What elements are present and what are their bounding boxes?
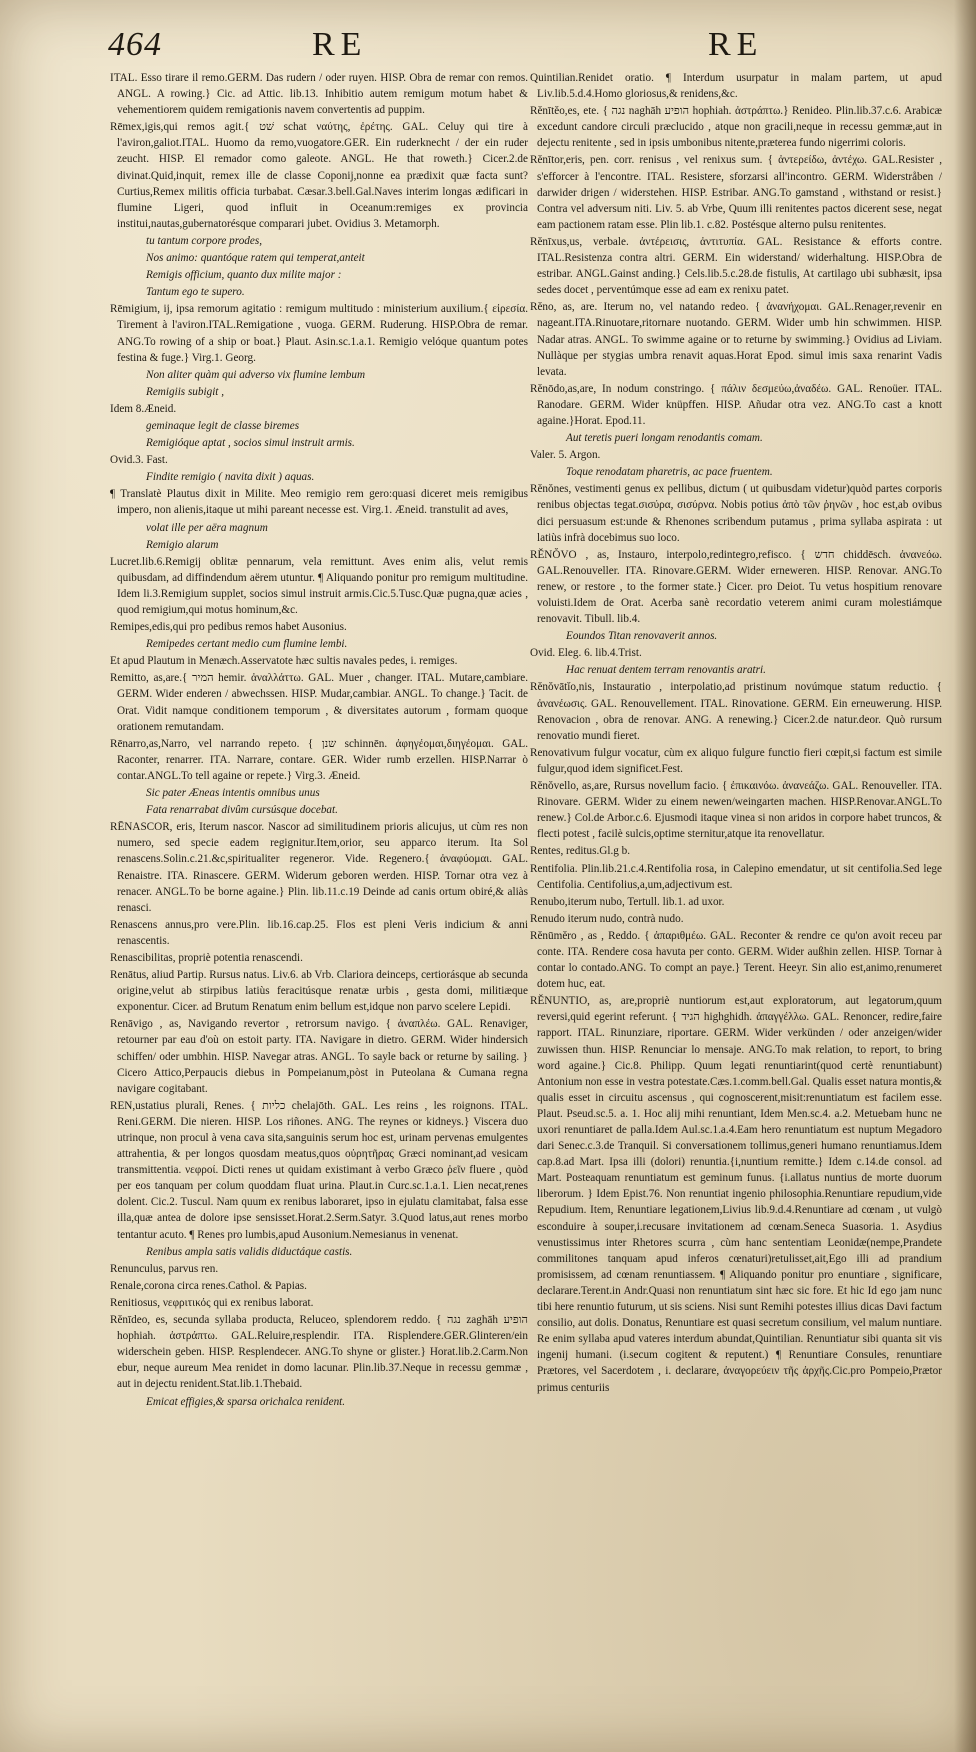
dictionary-entry: Renunculus, parvus ren. <box>110 1262 219 1275</box>
dictionary-entry: Remitto, as,are.{ המיר hemir. ἀναλλάττω. GAL. Muer , changer. ITAL. Mutare,cambiare. GERM. Wider enderen / abwechssen. HISP. Mudar,cambiar. ANGL. To change.} Tacit. de Orat. Vidit namque conditionem temporum , & diversitates autorum , formam quoque orationem remutandam. <box>110 672 528 733</box>
dictionary-entry: Renātus, aliud Partip. Rursus natus. Liv.6. ab Vrb. Clariora deinceps, certiorásque ab secunda origine,velut ab stirpibus latiùs feracitúsque renatæ urbis , gesta domi, militiæque exponentur. Cicer. ad Brutum Renatum enim bellum est,idque non parvo scelere Lepidi. <box>110 969 528 1014</box>
dictionary-entry: Renubo,iterum nubo, Tertull. lib.1. ad uxor. <box>530 895 725 908</box>
dictionary-entry: Rĕnōdo,as,are, In nodum constringo. { πάλιν δεσμεύω,ἀναδέω. GAL. Renoüer. ITAL. Ranodare. GERM. Wider knüpffen. HISP. Añudar otra vez. ANG.To cast a knott againe.}Horat. Epod.11. <box>530 382 942 427</box>
verse-quotation: Eoundos Titan renovaverit annos. <box>566 630 718 643</box>
dictionary-entry: Renāvigo , as, Navigando revertor , retrorsum navigo. { ἀναπλέω. GAL. Renaviger, retourner par eau d'où on estoit party. ITA. Navigare in dietro. GERM. Wider hindersich schiffen/ oder umbhin. HISP. Navegar atras. ANGL. To sayle back or returne by sailing. } Cicero Attico,Perpaucis diebus in Pompeianum,pòst in Puteolana & Cumana regna navigare cogitabant. <box>110 1018 528 1095</box>
dictionary-entry: Lucret.lib.6.Remigij oblitæ pennarum, vela remittunt. Aves enim alis, velut remis quibusdam, ad diffindendum aërem utuntur. ¶ Aliquando ponitur pro remigum multitudine. Idem li.3.Remigium supplet, socios simul instruit armis.Cic.5.Tusc.Quæ pugna,quæ acies , quod remigium,qui motus hominum,&c. <box>110 555 528 616</box>
dictionary-entry: Rĕnīxus,us, verbale. ἀντέρεισις, ἀντιτυπία. GAL. Resistance & efforts contre. ITAL.Resistenza contra altri. GERM. Ein widerstand/ widerhaltung. HISP.Obra de estribar. ANGL.Gainst anding.} Cels.lib.5.c.28.de fistulis, At cartilago ubi subhæsit, ipsa sedes docet , perventúmque esse ad eam ex renixu patet. <box>530 235 942 297</box>
dictionary-entry: Renascibilitas, propriè potentia renascendi. <box>110 951 303 964</box>
dictionary-entry: Rĕnītor,eris, pen. corr. renisus , vel renixus sum. { ἀντερείδω, ἀντέχω. GAL.Resister , s'efforcer à l'encontre. ITAL. Resistere, sforzarsi all'incontro. GERM. Widerstråben / darwider drigen / widerstehen. HISP. Estribar. ANG.To gamstand , withstand or resist.} Contra vel adversum niti. Liv. 5. ab Vrbe, Quum illi renitentes pactos dicerent sese, negat eam pactionem ratam esse. Plin lib.1. c.82. Postésque alterno pulsu renitentes. <box>530 154 942 231</box>
dictionary-entry: Renitiosus, νεφριτικός qui ex renibus laborat. <box>110 1296 314 1309</box>
dictionary-entry: Renale,corona circa renes.Cathol. & Papias. <box>110 1279 307 1292</box>
dictionary-entry: ¶ Translatè Plautus dixit in Milite. Meo remigio rem gero:quasi diceret meis remigibus impero, non alienis,itaque ut mihi pareant necesse est. Virg.1. Æneid. transtulit ad aves, <box>110 488 528 517</box>
dictionary-entry: Valer. 5. Argon. <box>530 449 601 462</box>
verse-quotation: volat ille per aëra magnum <box>146 521 268 534</box>
dictionary-entry: Remipes,edis,qui pro pedibus remos habet Ausonius. <box>110 621 347 634</box>
dictionary-entry: Rĕnŏvello, as,are, Rursus novellum facio. { ἐπικαινόω. ἀνανεάζω. GAL. Renouveller. ITA. Rinovare. GERM. Wider zu einem newen/weingarten machen. HISP.Renovar.ANGL.To renew.} Col.de Arbor.c.6. Ejusmodi itaque vinea si non aridos in corpore habet truncos, & flecti potest , facilè sulcis,optime sternitur,atque ita renovellatur. <box>530 780 942 841</box>
dictionary-entry: Rēmex,igis,qui remos agit.{ שׁט schat ναύτης, ἐρέτης. GAL. Celuy qui tire à l'aviron,galiot.ITAL. Huomo da remo,vuogatore.GER. Ein ruderknecht / der ein ruder zeucht. HISP. El remador como galeote. ANGL. He that roweth.} Cicer.2.de divinat.Quid,inquit, remex ille de classe Coponij,nonne ea prædixit quæ facta sunt? Curtius,Remex militis officia turbabat. Cæsar.3.bell.Gal.Naves interim longas ædificari in flumine Ligeri, quod influit in Oceanum:remiges ex provincia institui,nautas,gubernatorésque comparari jubet. Ovidius 3. Metamorph. <box>110 121 528 230</box>
dictionary-entry: Rĕnīdeo, es, secunda syllaba producta, Reluceo, splendorem reddo. { נגה zaghāh הופיע hophiah. ἀστράπτω. GAL.Reluire,resplendir. ITA. Risplendere.GER.Glinteren/ein widerschein geben. HISP. Resplendecer. ANG.To shyne or glister.} Horat.lib.2.Carm.Non ebur, neque aureum Mea renidet in domo lacunar. Plin.lib.37.Neque in recessu gemmæ , aut in dejectu renident.Stat.lib.1.Thebaid. <box>110 1314 528 1391</box>
dictionary-entry: REN,ustatius plurali, Renes. { כליות chelajōth. GAL. Les reins , les roignons. ITAL. Reni.GERM. Die nieren. HISP. Los riñones. ANG. The reynes or kidneys.} Viscera duo utrinque, non procul à vena cava sita,sanguinis serum hoc est, urinam pervenas emulgentes attrahentia, & per longos quosdam meatus,quos οὐρητῆρας Græci nominant,ad vesicam transmittentia. νεφροί. Dicti renes ut quidam existimant à verbo Græco ῥεῖν fluere , quòd per eos tanquam per colum quoddam fluat urina. Plaut.in Curc.sc.1.a.1. Lien necat,renes dolent. Cic.2. Tuscul. Nam quum ex renibus laboraret, ipso in ejulatu clamitabat, falsa esse illa,quæ antea de dolore ipse sensisset.Horat.2.Serm.Satyr. 3.Quod latus,aut renes morbo tentantur acuto. ¶ Renes pro lumbis,apud Ausonium.Nemesianus in venenat. <box>110 1099 528 1241</box>
verse-quotation: Remigióque aptat , socios simul instruit armis. <box>146 437 355 450</box>
running-header-right: RE <box>708 26 764 63</box>
dictionary-entry: Renovativum fulgur vocatur, cùm ex aliquo fulgure functio fieri cœpit,si factum est simile fulgur,quod idem significet.Fest. <box>530 746 942 775</box>
verse-quotation: geminaque legit de classe biremes <box>146 419 300 432</box>
verse-quotation: Tantum ego te supero. <box>146 286 245 299</box>
verse-quotation: Remigiis subigit , <box>146 385 225 398</box>
verse-quotation: Findite remigio ( navita dixit ) aquas. <box>146 471 315 484</box>
dictionary-entry: ITAL. Esso tirare il remo.GERM. Das rudern / oder ruyen. HISP. Obra de remar con remos. ANGL. A rowing.} Cic. ad Attic. lib.13. Inhibitio autem remigum motum habet & vehementiorem quidem remigationis navem convertentis ad puppim. <box>110 72 528 117</box>
dictionary-entry: Renascens annus,pro vere.Plin. lib.16.cap.25. Flos est pleni Veris indicium & anni renascentis. <box>110 918 528 947</box>
dictionary-entry: Rĕno, as, are. Iterum no, vel natando redeo. { ἀνανήχομαι. GAL.Renager,revenir en nageant.ITA.Rinuotare,ritornare nuotando. GERM. Wider umb hin schwimmen. HISP. Nadar atras. ANGL. To swimme againe or to returne by swimming.} Ovidius ad Liviam. Nullàque per stygias umbra renavit aquas.Horat Epod. simul imis saxa renarint Vadis levata. <box>530 301 942 378</box>
dictionary-entry: Rĕnītĕo,es, ete. { נגה naghāh הופיע hophiah. ἀστράπτω.} Renideo. Plin.lib.37.c.6. Arabicæ excedunt candore circuli præclucido , atque non gracili,neque in recessu gemmæ,aut in dejectu renitente , sed in ipsis umbonibus nitente,præterea fundo nigerrimi coloris. <box>530 105 942 150</box>
dictionary-entry: Rĕnŏvātĭo,nis, Instauratio , interpolatio,ad pristinum novúmque statum reductio. { ἀνανέωσις. GAL. Renouvellement. ITAL. Rinovatione. GERM. Ein erneuwerung. HISP. Renovacion , obra de renovar. ANG. A renewing.} Cicer.2.de natur.deor. Quò rursum renovatio mundi fieret. <box>530 681 942 742</box>
dictionary-entry: Rĕnŏnes, vestimenti genus ex pellibus, dictum ( ut quibusdam videtur)quòd partes corporis renibus objectas tegat.σισύρα, σισύρνα. Nobis potius ἀπὸ τῶν ῥηνῶν , hoc est,ab ovibus dici persuasum est:unde & Rhenones scribendum putamus , prima syllaba aspirata : ut latiùs infrà docebimus suo loco. <box>530 483 942 544</box>
verse-quotation: Aut teretis pueri longam renodantis comam. <box>566 432 763 445</box>
verse-quotation: Hac renuat dentem terram renovantis aratri. <box>566 664 766 677</box>
verse-quotation: Remigis officium, quanto dux milite major : <box>146 269 342 282</box>
verse-quotation: Renibus ampla satis validis diductáque castis. <box>146 1245 353 1258</box>
dictionary-entry: RĔNUNTIO, as, are,propriè nuntiorum est,aut exploratorum, aut legatorum,quum reversi,quid egerint referunt. { הגיד highghidh. ἀπαγγέλλω. GAL. Renoncer, redire,faire rapport. ITAL. Rinunziare, riportare. GERM. Wider verkünden / oder anzeigen/wider zuwissen thun. HISP. Renunciar lo mensaje. ANG.To mak relation, to report, to bring word againe.} Cic.8. Philipp. Quum legati renuntiarint(quod certè renuntiabunt) Antonium non esse in vestra potestate.Cæs.1.comm.bell.Gal. Qualis esset natura montis,& qualis esset in circuitu ascensus , qui cognoscerent,misit:renuntiatum est facilem esse. Plaut. Pseud.sc.5. a. 1. Hoc alij mihi renuntiant, Idem Men.sc.4. a.2. Metuebam hunc ne uxori renuntiaret de palla.Idem Aul.sc.1.a.4.Eam hero renuntiatum est nuptum Megadoro dari Senec.c.3.de Tranquil. Si conversationem tollimus,generi humano renuntiamus.Idem cap.8.ad Mart. Ipsa illi (dolori) renuntia.{i,nuntium remitte.} Idem c.14.de consol. ad Mart. Posteaquam renuntiatum est geminum funus. {i.allatus nuntius de morte duorum liberorum. } Idem Epist.76. Non renuntiat ingenio philosophia.Renuntiare repudium,vide Repudium. Item, Renuntiare legationem,Livius lib.9.d.4.Renuntiare ad cœnam , ut vulgò esconduire à souper,i.recusare invitationem ad cœnam.Seneca Suasoria. 1. Asydius venustissimus inter Rhetores scurra , cùm hanc sententiam Leonidæ(nempe,Prandete commilitones tanquam apud inferos cœnaturi)retulisset,ait,Ego illi ad prandium promisissem, ad cœnam renuntiassem. ¶ Aliquando ponitur pro enuntiare , significare, declarare.Terent.in Andr.Quasi non renuntiatum sint hæc sic fore. Et hic Id ego jam nunc tibi here renuntio futurum, ut sis sciens. Nisi sunt Remihi potestes illius dicas Davi factum consilio, aut dolis. Donatus, Renuntiare est quasi secretum consilium, vel malum nuntiare. Re enim syllaba apud vateres interdum abundat,Quintilian. Renuntiatur sibi quanta sit vis ingenij humani. (i.secum cogitent & reputent.) ¶ Renuntiare Consules, renuntiare Prætores, vel Sacerdotem , i. declarare, ἀναγορεύειν τῆς ἀρχῆς.Cic.pro Pompeio,Prætor primus centuriis <box>530 995 942 1394</box>
dictionary-entry: Ovid.3. Fast. <box>110 454 168 467</box>
verse-quotation: Sic pater Æneas intentis omnibus unus <box>146 787 320 800</box>
verse-quotation: Toque renodatam pharetris, ac pace fruentem. <box>566 466 773 479</box>
verse-quotation: Non aliter quàm qui adverso vix flumine lembum <box>146 368 366 381</box>
running-header-left: RE <box>312 26 368 63</box>
dictionary-entry: Quintilian.Renidet oratio. ¶ Interdum usurpatur in malam partem, ut apud Liv.lib.5.d.4.Homo gloriosus,& renidens,&c. <box>530 72 942 101</box>
page-number: 464 <box>108 26 162 63</box>
dictionary-entry: Rentes, reditus.Gl.g b. <box>530 845 631 858</box>
left-column <box>110 70 528 1411</box>
verse-quotation: Remigio alarum <box>146 538 219 551</box>
dictionary-entry: Idem 8.Æneid. <box>110 402 177 415</box>
verse-quotation: Nos animo: quantóque ratem qui temperat,anteit <box>146 252 365 265</box>
verse-quotation: Fata renarrabat divûm cursúsque docebat. <box>146 804 338 817</box>
page-spine-shadow <box>954 0 976 1752</box>
dictionary-entry: RĒNASCOR, eris, Iterum nascor. Nascor ad similitudinem prioris alicujus, ut cùm res non numero, sed specie eadem regignitur.Item,orior, seu apparco iterum. Ita Sol renascens.Solin.c.21.&c,spiritualiter regeneror. Vide. Regenero.{ ἀναφύομαι. GAL. Renaistre. ITA. Rinascere. GERM. Widerum geboren werden. HISP. Tornar otra vez à renacer. ANGL.To be borne againe.} Plin. lib.11.c.19 Deinde ad canis ortum obiré,& aliàs renasci. <box>110 821 528 914</box>
dictionary-entry: Ovid. Eleg. 6. lib.4.Trist. <box>530 647 642 660</box>
dictionary-entry: Rēmigium, ij, ipsa remorum agitatio : remigum multitudo : ministerium auxilium.{ εἰρεσία. Tirement à l'aviron.ITAL.Remigatione , vuoga. GERM. Ruderung. HISP.Obra de remar. ANG.To rowing of a ship or boat.} Plaut. Asin.sc.1.a.1. Remigio velóque quantum potes festina & fuge.} Virg.1. Georg. <box>110 303 528 364</box>
right-column <box>530 70 942 1397</box>
verse-quotation: tu tantum corpore prodes, <box>146 234 263 247</box>
dictionary-entry: Rēnarro,as,Narro, vel narrando repeto. { שנן schinnēn. ἀφηγέομαι,διηγέομαι. GAL. Raconter, renarrer. ITA. Narrare, contare. GER. Wider rumb erzellen. HISP.Narrar ò contar.ANGL.To tell againe or repete.} Virg.3. Æneid. <box>110 737 528 782</box>
dictionary-entry: Rentifolia. Plin.lib.21.c.4.Rentifolia rosa, in Calepino emendatur, ut sit centifolia.Sed lege Centifolia. Centifolius,a,um,adjectivum est. <box>530 862 942 891</box>
dictionary-entry: Et apud Plautum in Menæch.Asservatote hæc sultis navales pedes, i. remiges. <box>110 655 458 668</box>
verse-quotation: Remipedes certant medio cum flumine lembi. <box>146 638 348 651</box>
dictionary-entry: RĔNŎVO , as, Instauro, interpolo,redintegro,refisco. { חדש chiddēsch. ἀνανεόω. GAL.Renouveller. ITA. Rinovare.GERM. Wider erneweren. HISP. Renovar. ANG.To renew, or restore , to the former state.} Cicer. pro Deiot. Tu vetus hospitium renovare voluisti.Idem de Orat. Acerba sanè recordatio veterem animi curam molestiámque renovavit. Tibull. lib.4. <box>530 548 942 626</box>
verse-quotation: Emicat effigies,& sparsa orichalca renident. <box>146 1395 346 1408</box>
dictionary-entry: Renudo iterum nudo, contrà nudo. <box>530 912 684 925</box>
dictionary-entry: Rĕnūmĕro , as , Reddo. { ἀπαριθμέω. GAL. Reconter & rendre ce qu'on avoit receu par conte. ITA. Rendere cosa havuta per conto. GERM. Wider außhin zellen. HISP. Tornar à contar lo contado.ANG. To compt an paye.} Terent. Heeyr. Sin alio est,animo,renumeret dotem huc, eat. <box>530 929 942 991</box>
